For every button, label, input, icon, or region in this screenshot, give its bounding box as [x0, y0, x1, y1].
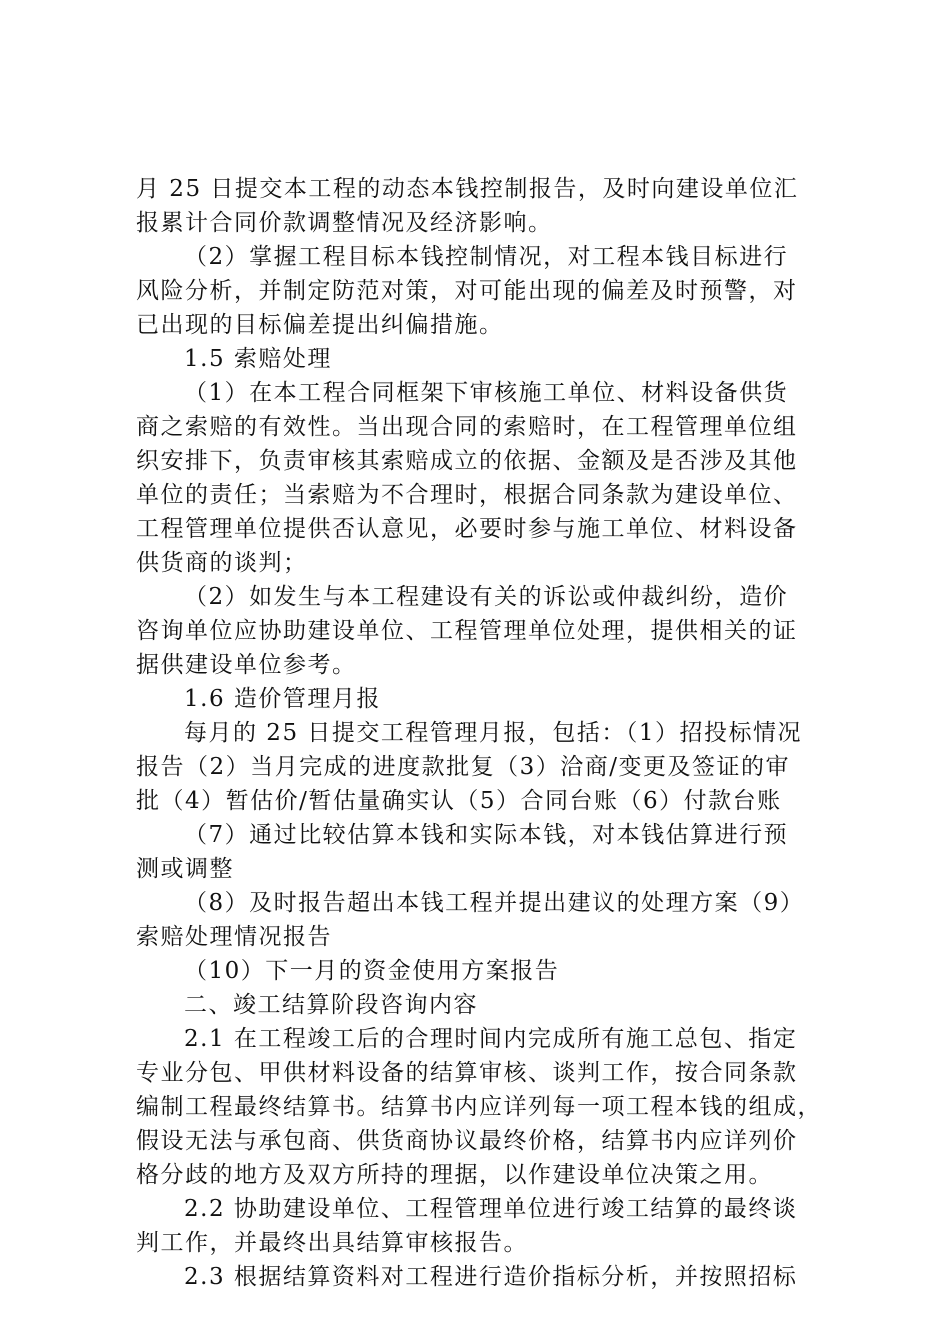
document-line: 月 25 日提交本工程的动态本钱控制报告，及时向建设单位汇: [136, 176, 799, 202]
document-line: 织安排下，负责审核其索赔成立的依据、金额及是否涉及其他: [136, 448, 798, 474]
document-line: 2.3 根据结算资料对工程进行造价指标分析，并按照招标: [184, 1264, 798, 1290]
document-line: 编制工程最终结算书。结算书内应详列每一项工程本钱的组成，: [136, 1094, 822, 1120]
document-line: （2）如发生与本工程建设有关的诉讼或仲裁纠纷，造价: [184, 584, 789, 610]
document-line: （1）在本工程合同框架下审核施工单位、材料设备供货: [184, 380, 789, 406]
document-body: [136, 172, 836, 1294]
document-line: 判工作，并最终出具结算审核报告。: [136, 1230, 528, 1256]
document-line: 1.5 索赔处理: [184, 346, 332, 372]
document-line: （10）下一月的资金使用方案报告: [184, 958, 560, 984]
document-line: 索赔处理情况报告: [136, 924, 332, 950]
document-line: 报累计合同价款调整情况及经济影响。: [136, 210, 553, 236]
document-line: 商之索赔的有效性。当出现合同的索赔时，在工程管理单位组: [136, 414, 798, 440]
document-line: 据供建设单位参考。: [136, 652, 357, 678]
document-line: 风险分析，并制定防范对策，对可能出现的偏差及时预警，对: [136, 278, 798, 304]
document-line: （2）掌握工程目标本钱控制情况，对工程本钱目标进行: [184, 244, 789, 270]
document-line: 已出现的目标偏差提出纠偏措施。: [136, 312, 504, 338]
document-line: 2.2 协助建设单位、工程管理单位进行竣工结算的最终谈: [184, 1196, 798, 1222]
document-line: 批（4）暂估价/暂估量确实认（5）合同台账（6）付款台账: [136, 788, 782, 814]
document-line: （7）通过比较估算本钱和实际本钱，对本钱估算进行预: [184, 822, 789, 848]
document-line: 格分歧的地方及双方所持的理据，以作建设单位决策之用。: [136, 1162, 773, 1188]
document-line: 2.1 在工程竣工后的合理时间内完成所有施工总包、指定: [184, 1026, 798, 1052]
document-line: 二、竣工结算阶段咨询内容: [184, 992, 478, 1018]
document-line: （8）及时报告超出本钱工程并提出建议的处理方案（9）: [184, 890, 805, 916]
document-line: 报告（2）当月完成的进度款批复（3）洽商/变更及签证的审: [136, 754, 791, 780]
document-line: 每月的 25 日提交工程管理月报，包括：（1）招投标情况: [184, 720, 803, 746]
document-line: 1.6 造价管理月报: [184, 686, 381, 712]
document-line: 供货商的谈判；: [136, 550, 308, 576]
document-line: 工程管理单位提供否认意见，必要时参与施工单位、材料设备: [136, 516, 798, 542]
document-line: 测或调整: [136, 856, 234, 882]
document-line: 单位的责任；当索赔为不合理时，根据合同条款为建设单位、: [136, 482, 798, 508]
document-line: 假设无法与承包商、供货商协议最终价格，结算书内应详列价: [136, 1128, 798, 1154]
document-line: 咨询单位应协助建设单位、工程管理单位处理，提供相关的证: [136, 618, 798, 644]
document-line: 专业分包、甲供材料设备的结算审核、谈判工作，按合同条款: [136, 1060, 798, 1086]
